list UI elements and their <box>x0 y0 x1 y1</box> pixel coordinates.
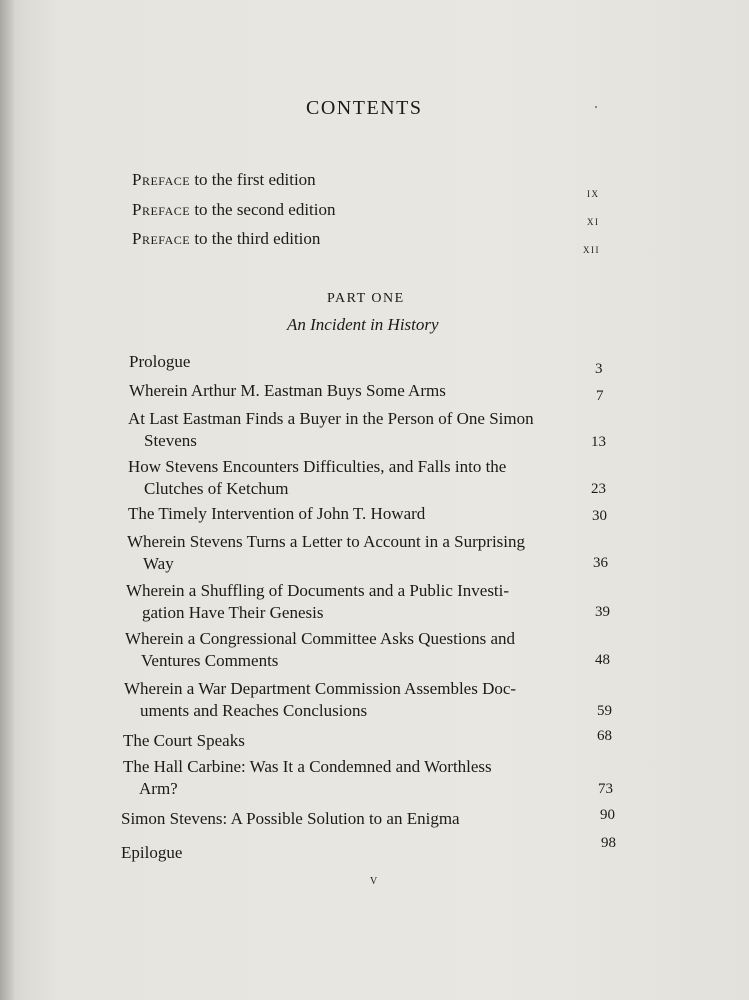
entry-title: At Last Eastman Finds a Buyer in the Person of One Simon <box>128 409 534 428</box>
paper-speck <box>595 106 597 108</box>
preface-text: to the second edition <box>190 200 336 219</box>
entry-page-number: 36 <box>593 555 608 571</box>
entry-title-continued: Way <box>143 554 174 573</box>
entry-title: Epilogue <box>121 843 183 862</box>
entry-page-number: 68 <box>597 728 612 744</box>
entry-title: How Stevens Encounters Difficulties, and Falls into the <box>128 457 507 476</box>
toc-entry <box>125 628 515 672</box>
preface-entry-second <box>132 200 336 220</box>
spine-shadow <box>0 0 14 1000</box>
preface-page-number: xi <box>587 213 600 228</box>
entry-title: Wherein Stevens Turns a Letter to Account in a Surprising <box>127 532 526 551</box>
toc-entry <box>123 730 245 752</box>
entry-page-number: 48 <box>595 652 610 668</box>
contents-heading: CONTENTS <box>306 97 423 119</box>
entry-title-continued: Stevens <box>144 431 197 450</box>
preface-text: to the first edition <box>190 170 316 189</box>
preface-entry-first <box>132 170 316 190</box>
toc-entry <box>121 842 182 864</box>
preface-page-number: xii <box>583 241 600 256</box>
page-folio: v <box>370 873 378 888</box>
entry-title-continued: uments and Reaches Conclusions <box>140 701 368 720</box>
entry-title: The Hall Carbine: Was It a Condemned and Worthless <box>123 757 492 776</box>
entry-title: Wherein a Shuffling of Documents and a Public Investi- <box>126 581 510 600</box>
entry-page-number: 90 <box>600 807 615 823</box>
toc-entry <box>126 580 509 624</box>
preface-label: Preface <box>132 200 191 219</box>
entry-page-number: 73 <box>598 781 613 797</box>
entry-page-number: 7 <box>596 388 604 404</box>
entry-page-number: 98 <box>601 835 616 851</box>
toc-entry <box>121 808 460 830</box>
entry-page-number: 3 <box>595 361 603 377</box>
preface-label: Preface <box>132 229 191 248</box>
entry-title-continued: Clutches of Ketchum <box>144 479 289 498</box>
entry-page-number: 59 <box>597 703 612 719</box>
entry-title: Wherein a Congressional Committee Asks Questions and <box>125 629 515 648</box>
toc-entry <box>123 756 492 800</box>
entry-title: Wherein Arthur M. Eastman Buys Some Arms <box>129 381 446 400</box>
entry-title: The Timely Intervention of John T. Howard <box>128 504 426 523</box>
toc-entry <box>129 351 190 373</box>
preface-entry-third <box>132 229 320 249</box>
entry-page-number: 23 <box>591 481 606 497</box>
preface-label: Preface <box>132 170 191 189</box>
part-subtitle: An Incident in History <box>287 315 439 334</box>
entry-title: The Court Speaks <box>123 731 245 750</box>
toc-entry <box>128 503 425 525</box>
toc-entry <box>128 456 506 500</box>
preface-text: to the third edition <box>190 229 321 248</box>
toc-entry <box>129 380 446 402</box>
preface-page-number: ix <box>587 185 600 200</box>
toc-entry <box>128 408 534 452</box>
entry-page-number: 30 <box>592 508 607 524</box>
entry-title-continued: gation Have Their Genesis <box>142 603 324 622</box>
entry-title-continued: Arm? <box>139 779 178 798</box>
toc-entry <box>124 678 516 722</box>
entry-title: Prologue <box>129 352 191 371</box>
toc-entry <box>127 531 525 575</box>
entry-title-continued: Ventures Comments <box>141 651 279 670</box>
entry-page-number: 39 <box>595 604 610 620</box>
entry-page-number: 13 <box>591 434 606 450</box>
entry-title: Wherein a War Department Commission Assembles Doc- <box>124 679 517 698</box>
entry-title: Simon Stevens: A Possible Solution to an Enigma <box>121 809 460 828</box>
part-label: PART ONE <box>327 291 405 306</box>
